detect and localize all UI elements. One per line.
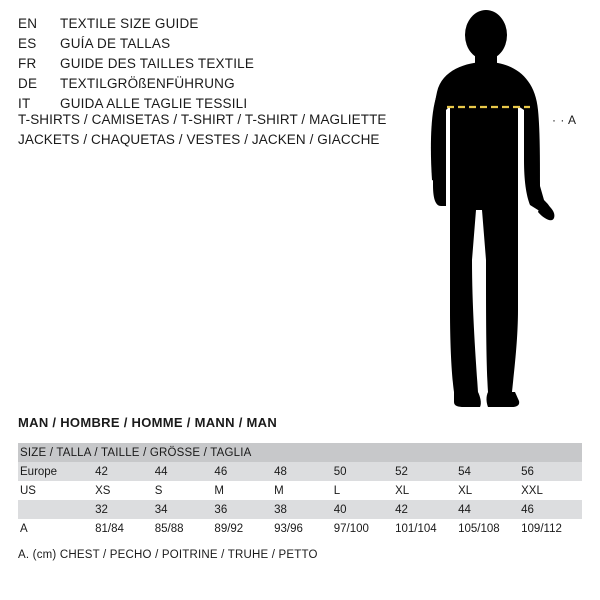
row-label: A (18, 519, 93, 538)
table-cell: S (153, 481, 213, 500)
table-row (18, 500, 582, 519)
language-title: GUIDA ALLE TAGLIE TESSILI (60, 96, 248, 111)
table-cell: 42 (93, 462, 153, 481)
table-cell: 34 (153, 500, 213, 519)
man-silhouette-icon (400, 10, 600, 410)
language-row (18, 54, 398, 74)
language-header-block (18, 14, 398, 114)
measure-dots: · · (552, 113, 565, 127)
table-cell: 85/88 (153, 519, 213, 538)
table-cell: 105/108 (456, 519, 519, 538)
table-cell: 42 (393, 500, 456, 519)
table-cell: 44 (153, 462, 213, 481)
table-row (18, 462, 582, 481)
table-cell: XL (456, 481, 519, 500)
row-label (18, 500, 93, 519)
measure-label-a (552, 113, 577, 127)
table-cell: L (332, 481, 393, 500)
language-title: TEXTILE SIZE GUIDE (60, 16, 199, 31)
language-row (18, 74, 398, 94)
table-footnote: A. (cm) CHEST / PECHO / POITRINE / TRUHE / PETTO (18, 549, 318, 561)
table-cell: 44 (456, 500, 519, 519)
category-line-tshirts: T-SHIRTS / CAMISETAS / T-SHIRT / T-SHIRT / MAGLIETTE (18, 112, 387, 127)
language-code: ES (18, 36, 37, 51)
table-row (18, 519, 582, 538)
language-code: FR (18, 56, 37, 71)
table-cell: 48 (272, 462, 332, 481)
table-cell: 54 (456, 462, 519, 481)
language-row (18, 34, 398, 54)
table-cell: 46 (519, 500, 582, 519)
table-cell: 101/104 (393, 519, 456, 538)
table-row (18, 481, 582, 500)
language-code: DE (18, 76, 38, 91)
row-label: Europe (18, 462, 93, 481)
table-cell: XXL (519, 481, 582, 500)
table-cell: 97/100 (332, 519, 393, 538)
measure-letter: A (568, 113, 577, 127)
language-title: GUÍA DE TALLAS (60, 36, 171, 51)
table-cell: 32 (93, 500, 153, 519)
table-cell: 38 (272, 500, 332, 519)
category-block (18, 110, 418, 150)
table-cell: 56 (519, 462, 582, 481)
row-label: US (18, 481, 93, 500)
table-cell: 81/84 (93, 519, 153, 538)
figure-illustration (400, 10, 600, 410)
language-code: EN (18, 16, 38, 31)
language-title: GUIDE DES TAILLES TEXTILE (60, 56, 255, 71)
category-line-jackets: JACKETS / CHAQUETAS / VESTES / JACKEN / GIACCHE (18, 132, 380, 147)
table-cell: M (272, 481, 332, 500)
language-code: IT (18, 96, 31, 111)
table-cell: 50 (332, 462, 393, 481)
size-table (18, 443, 582, 538)
table-cell: 36 (212, 500, 272, 519)
table-header-row (18, 443, 582, 462)
table-cell: 52 (393, 462, 456, 481)
table-cell: 109/112 (519, 519, 582, 538)
table-header-label: SIZE / TALLA / TAILLE / GRÖSSE / TAGLIA (18, 443, 582, 462)
table-cell: M (212, 481, 272, 500)
table-cell: 93/96 (272, 519, 332, 538)
table-cell: 46 (212, 462, 272, 481)
table-cell: XS (93, 481, 153, 500)
table-title: MAN / HOMBRE / HOMME / MANN / MAN (18, 415, 278, 430)
language-row (18, 14, 398, 34)
table-cell: 40 (332, 500, 393, 519)
table-cell: XL (393, 481, 456, 500)
language-title: TEXTILGRÖßENFÜHRUNG (60, 76, 235, 91)
table-cell: 89/92 (212, 519, 272, 538)
